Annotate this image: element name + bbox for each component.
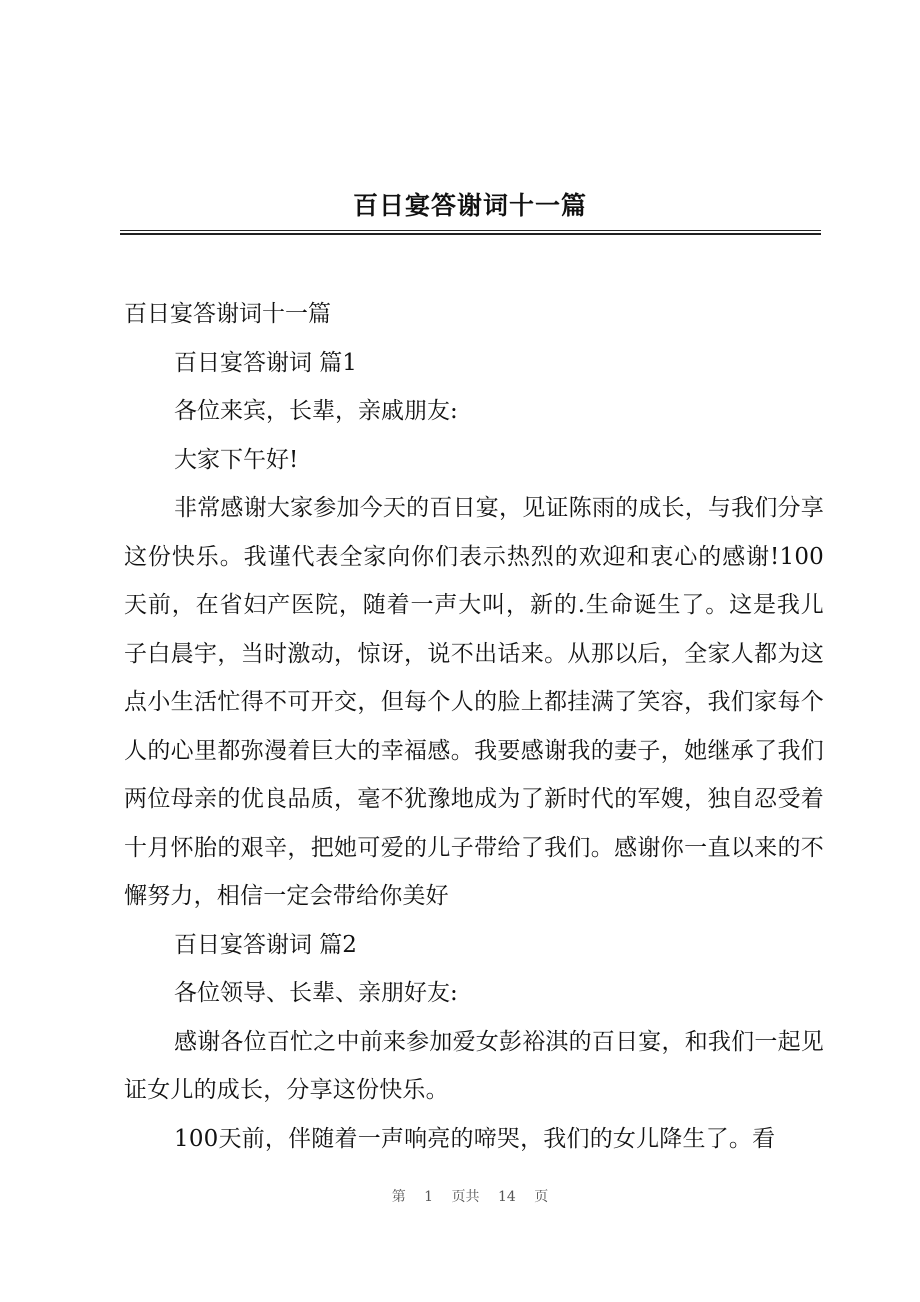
footer-total-pages: 14	[498, 1189, 516, 1205]
footer-page-number: 1	[424, 1189, 434, 1205]
section1-title: 百日宴答谢词 篇1	[174, 349, 357, 376]
document-body	[124, 290, 824, 1163]
section2-salutation: 各位领导、长辈、亲朋好友:	[174, 980, 458, 1006]
footer-middle: 页共	[451, 1189, 480, 1205]
body-heading: 百日宴答谢词十一篇	[124, 301, 331, 327]
page-footer	[0, 1186, 920, 1206]
footer-prefix: 第	[391, 1189, 406, 1205]
footer-suffix: 页	[534, 1189, 549, 1205]
title-double-rule	[120, 230, 821, 235]
section1-salutation: 各位来宾，长辈，亲戚朋友:	[174, 398, 458, 424]
section2-paragraph-1: 感谢各位百忙之中前来参加爱女彭裕淇的百日宴，和我们一起见证女儿的成长，分享这份快乐。	[124, 1028, 824, 1103]
document-title: 百日宴答谢词十一篇	[352, 191, 587, 220]
section2-paragraph-2: 100天前，伴随着一声响亮的啼哭，我们的女儿降生了。看	[174, 1125, 776, 1152]
section1-paragraph: 非常感谢大家参加今天的百日宴，见证陈雨的成长，与我们分享这份快乐。我谨代表全家向你们表示热烈的欢迎和衷心的感谢!100天前，在省妇产医院，随着一声大叫，新的.生命诞生了。这是我儿子白晨宇，当时激动，惊讶，说不出话来。从那以后，全家人都为这点小生活忙得不可开交，但每个人的脸上都挂满了笑容，我们家每个人的心里都弥漫着巨大的幸福感。我要感谢我的妻子，她继承了我们两位母亲的优良品质，毫不犹豫地成为了新时代的军嫂，独自忍受着十月怀胎的艰辛，把她可爱的儿子带给了我们。感谢你一直以来的不懈努力，相信一定会带给你美好	[124, 495, 824, 909]
section1-greeting: 大家下午好!	[174, 446, 299, 473]
section2-title: 百日宴答谢词 篇2	[174, 931, 357, 958]
